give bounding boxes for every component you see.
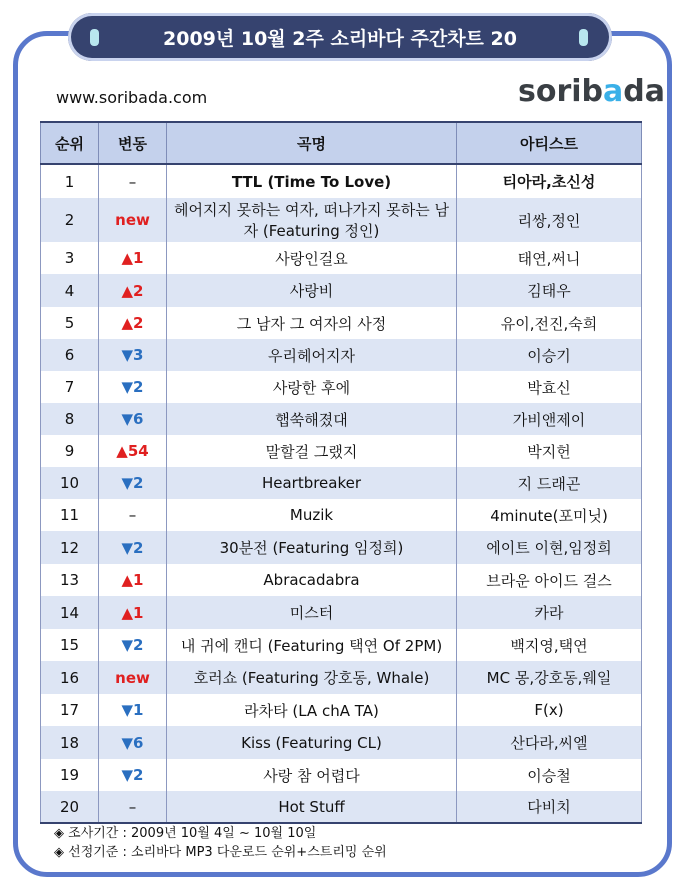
table-row[interactable] [41,531,642,564]
title-text: 사랑한 후에 [272,378,351,397]
table-row[interactable] [41,759,642,791]
column-header-title: 곡명 [167,122,457,164]
title-cell [167,274,457,307]
artist-cell [457,242,642,274]
change-text: ▲1 [121,603,144,622]
soribada-logo: soribada [518,74,665,109]
title-text: Hot Stuff [278,797,345,816]
change-cell [99,164,167,198]
rank-text: 12 [59,538,80,557]
rank-cell [41,694,99,726]
rank-cell [41,435,99,467]
title-text: Abracadabra [263,571,360,589]
table-row[interactable] [41,499,642,531]
change-text: ▼2 [121,474,144,492]
change-text: – [128,172,137,191]
rank-text: 3 [64,249,75,267]
table-row[interactable] [41,467,642,499]
column-header-artist: 아티스트 [457,122,642,164]
title-text: 우리헤어지자 [268,346,355,365]
table-row[interactable] [41,694,642,726]
title-text: 내 귀에 캔디 (Featuring 택연 Of 2PM) [180,636,443,655]
table-row[interactable] [41,164,642,198]
rank-text: 6 [64,346,75,364]
table-row[interactable] [41,661,642,694]
rank-cell [41,371,99,403]
title-text: TTL (Time To Love) [231,172,392,191]
artist-cell [457,759,642,791]
title-cell [167,371,457,403]
rank-text: 4 [64,281,75,300]
title-cell [167,759,457,791]
artist-cell [457,198,642,242]
title-cell [167,242,457,274]
title-cell [167,596,457,629]
artist-text: 김태우 [527,282,571,300]
banner-dot-icon [579,29,588,46]
title-text: Muzik [289,506,334,524]
rank-cell [41,242,99,274]
title-text: 사랑 참 어렵다 [263,766,360,785]
artist-text: 백지영,택연 [510,636,588,655]
site-url[interactable]: www.soribada.com [56,88,208,107]
title-text: 미스터 [289,604,334,622]
change-text: ▲2 [121,314,144,332]
rank-cell [41,198,99,242]
rank-text: 14 [59,603,80,622]
artist-text: 4minute(포미닛) [490,506,608,525]
artist-text: 태연,써니 [517,249,581,268]
change-text: ▼1 [121,701,144,719]
change-cell [99,198,167,242]
chart-title: 2009년 10월 2주 소리바다 주간차트 20 [163,27,517,50]
artist-text: 가비앤제이 [512,410,586,429]
rank-cell [41,759,99,791]
title-cell [167,531,457,564]
rank-text: 9 [64,442,75,460]
change-text: ▲2 [121,281,144,300]
table-row[interactable] [41,596,642,629]
artist-text: 카라 [534,604,564,622]
artist-cell [457,726,642,759]
artist-text: 다비치 [527,798,571,816]
footer-notes [54,824,387,862]
artist-cell [457,435,642,467]
chart-table [40,121,642,824]
rank-cell [41,274,99,307]
artist-text: 지 드래곤 [517,474,581,493]
change-text: ▼2 [121,538,144,557]
change-text: ▼2 [121,766,144,784]
change-cell [99,339,167,371]
rank-text: 13 [59,571,80,589]
change-cell [99,274,167,307]
rank-text: 10 [59,474,80,492]
change-text: ▼3 [121,346,144,364]
change-cell [99,596,167,629]
rank-cell [41,661,99,694]
table-row[interactable] [41,629,642,661]
change-text: ▼6 [121,410,144,428]
artist-text: 박지헌 [527,442,571,461]
chart-title-banner [68,13,612,61]
rank-text: 18 [59,733,80,752]
artist-cell [457,274,642,307]
artist-text: 박효신 [527,378,571,397]
rank-text: 2 [64,211,75,229]
title-cell [167,499,457,531]
change-cell [99,694,167,726]
title-text: 햅쑥해졌대 [275,410,348,429]
banner-dot-icon [90,29,99,46]
rank-cell [41,726,99,759]
artist-text: 티아라,초신성 [502,173,596,191]
title-cell [167,403,457,435]
rank-text: 8 [64,410,75,428]
rank-text: 15 [59,636,80,654]
title-cell [167,629,457,661]
rank-text: 20 [59,797,80,816]
title-cell [167,307,457,339]
rank-text: 17 [59,701,80,719]
change-cell [99,403,167,435]
change-text: – [128,797,137,816]
title-text: 라차타 (LA chA TA) [244,701,379,720]
artist-text: F(x) [534,701,564,719]
change-text: new [115,668,150,687]
change-cell [99,564,167,596]
footer-criteria: ◈ 선정기준 : 소리바다 MP3 다운로드 순위+스트리밍 순위 [54,845,387,860]
artist-cell [457,307,642,339]
title-cell [167,339,457,371]
title-cell [167,694,457,726]
title-cell [167,164,457,198]
artist-text: 브라운 아이드 걸스 [486,571,612,590]
rank-cell [41,467,99,499]
table-row[interactable] [41,198,642,242]
table-row[interactable] [41,791,642,823]
artist-cell [457,629,642,661]
table-row[interactable] [41,371,642,403]
footer-period: ◈ 조사기간 : 2009년 10월 4일 ~ 10월 10일 [54,826,317,841]
table-row[interactable] [41,242,642,274]
rank-cell [41,596,99,629]
change-cell [99,499,167,531]
title-cell [167,467,457,499]
title-text: 호러쇼 (Featuring 강호동, Whale) [193,669,430,687]
title-cell [167,435,457,467]
rank-text: 5 [64,314,75,332]
change-text: new [115,211,150,229]
table-row[interactable] [41,726,642,759]
rank-text: 11 [59,506,80,524]
rank-text: 1 [64,172,75,191]
title-cell [167,661,457,694]
change-cell [99,467,167,499]
artist-cell [457,564,642,596]
title-cell [167,791,457,823]
change-cell [99,629,167,661]
artist-cell [457,596,642,629]
artist-text: 산다라,씨엘 [510,734,588,752]
column-header-change: 변동 [99,122,167,164]
artist-text: 리쌍,정인 [517,211,581,230]
artist-cell [457,694,642,726]
change-cell [99,759,167,791]
artist-cell [457,531,642,564]
artist-cell [457,499,642,531]
table-row[interactable] [41,274,642,307]
rank-cell [41,307,99,339]
title-text: Kiss (Featuring CL) [241,733,382,752]
table-row[interactable] [41,307,642,339]
change-cell [99,531,167,564]
artist-text: 유이,전진,숙희 [500,314,598,333]
change-text: ▲54 [116,442,149,460]
rank-cell [41,403,99,435]
title-cell [167,564,457,596]
title-text: 사랑인걸요 [275,249,348,268]
artist-text: MC 몽,강호동,웨일 [486,669,612,687]
change-text: ▲1 [121,249,144,267]
artist-cell [457,164,642,198]
title-cell [167,198,457,242]
change-cell [99,435,167,467]
change-cell [99,726,167,759]
title-text: 그 남자 그 여자의 사정 [236,314,387,333]
title-cell [167,726,457,759]
artist-cell [457,339,642,371]
change-text: ▼2 [121,636,144,654]
rank-text: 16 [59,668,80,687]
table-row[interactable] [41,564,642,596]
rank-cell [41,791,99,823]
artist-text: 이승기 [527,346,571,365]
change-cell [99,791,167,823]
change-text: ▼2 [121,378,144,396]
table-header-row [41,122,642,164]
change-text: ▼6 [121,733,144,752]
title-text: 말할걸 그랬지 [265,442,358,461]
artist-text: 이승철 [527,766,571,785]
table-row[interactable] [41,339,642,371]
title-text: 헤어지지 못하는 여자, 떠나가지 못하는 남자 (Featuring 정인) [174,201,449,240]
column-header-rank: 순위 [41,122,99,164]
rank-cell [41,499,99,531]
change-cell [99,242,167,274]
artist-cell [457,791,642,823]
change-cell [99,661,167,694]
title-text: 사랑비 [289,282,334,300]
rank-cell [41,564,99,596]
rank-cell [41,164,99,198]
change-cell [99,307,167,339]
rank-text: 19 [59,766,80,784]
artist-cell [457,403,642,435]
title-text: Heartbreaker [261,474,362,492]
artist-cell [457,467,642,499]
rank-text: 7 [64,378,75,396]
rank-cell [41,629,99,661]
change-text: – [128,506,137,524]
change-cell [99,371,167,403]
artist-text: 에이트 이현,임정희 [486,539,612,557]
title-text: 30분전 (Featuring 임정희) [219,539,404,557]
chart-body [41,164,642,823]
change-text: ▲1 [121,571,144,589]
artist-cell [457,371,642,403]
rank-cell [41,339,99,371]
artist-cell [457,661,642,694]
rank-cell [41,531,99,564]
table-row[interactable] [41,435,642,467]
table-row[interactable] [41,403,642,435]
